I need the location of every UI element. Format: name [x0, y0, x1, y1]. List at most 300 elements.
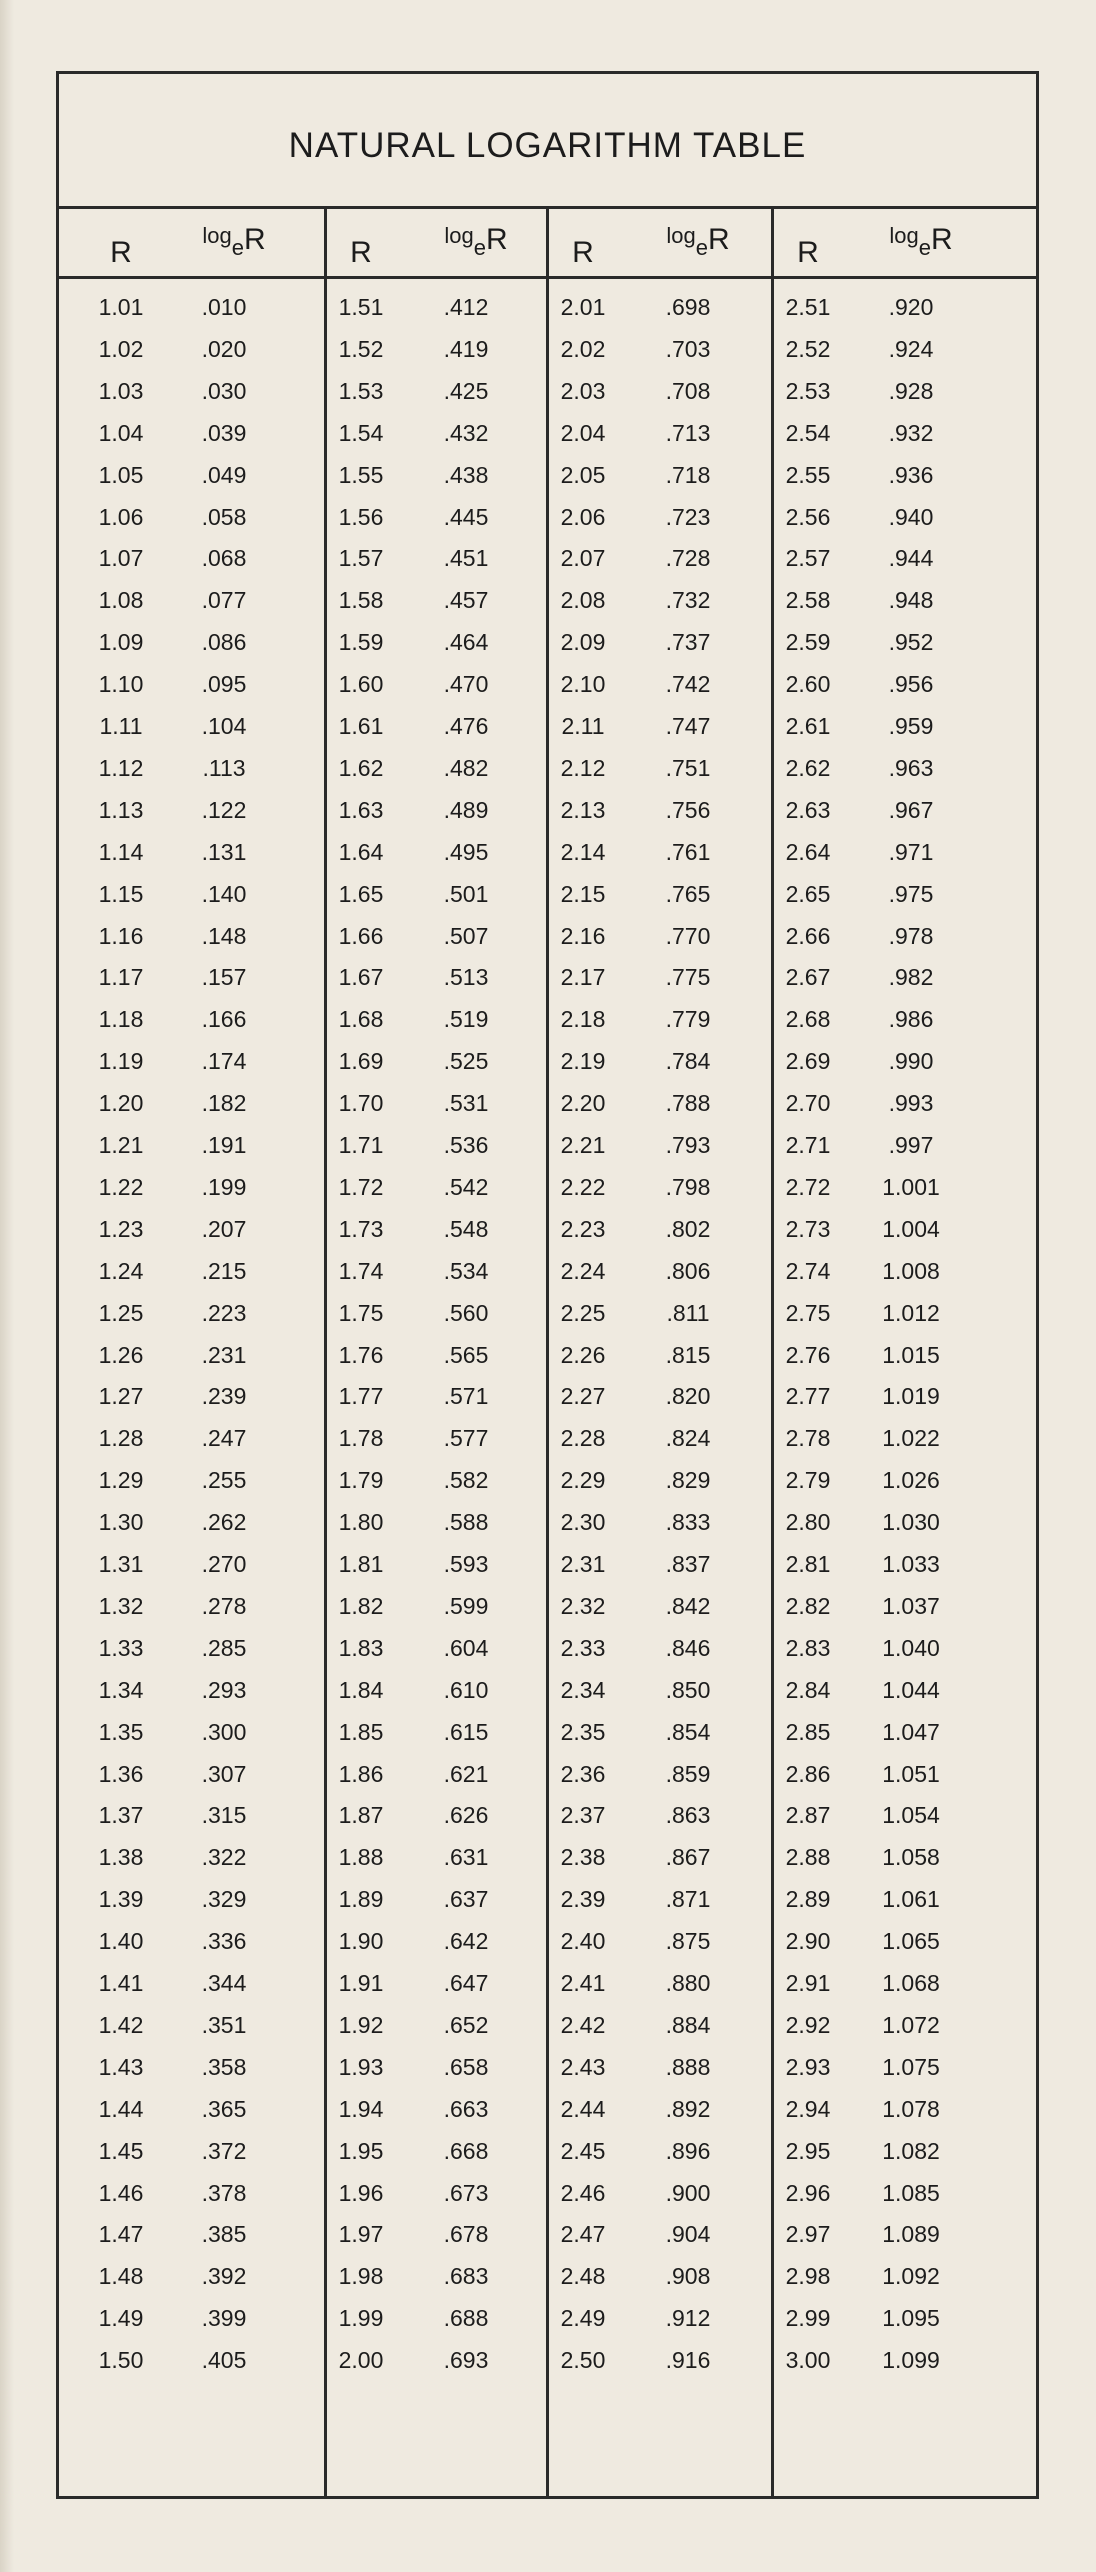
header-log-arg: R: [485, 223, 508, 256]
r-value: 2.58: [785, 587, 831, 614]
r-value: 2.81: [785, 1551, 831, 1577]
log-value: .900: [665, 2179, 711, 2206]
r-value: 2.22: [560, 1173, 606, 1200]
r-value: 1.16: [98, 922, 144, 949]
log-value: .513: [443, 964, 489, 991]
table-title: NATURAL LOGARITHM TABLE: [288, 126, 807, 165]
header-log-base: e: [918, 235, 931, 260]
log-value: .875: [665, 1928, 711, 1955]
log-value: .049: [201, 461, 247, 488]
r-value: 1.39: [98, 1886, 144, 1913]
r-value: 2.61: [785, 713, 831, 739]
log-value: .438: [443, 461, 489, 488]
r-value: 2.98: [785, 2263, 831, 2290]
header-log-prefix: log: [444, 223, 474, 248]
column-divider: [546, 209, 549, 2496]
log-value: .728: [665, 545, 711, 572]
r-value: 2.95: [785, 2137, 831, 2164]
r-value: 2.09: [560, 629, 606, 656]
log-value: .779: [665, 1006, 711, 1033]
log-value: .270: [201, 1551, 247, 1577]
log-value: .174: [201, 1048, 247, 1075]
r-value: 2.30: [560, 1509, 606, 1536]
log-value: .751: [665, 754, 711, 781]
log-value: .542: [443, 1173, 489, 1200]
r-value: 1.96: [338, 2179, 384, 2206]
r-value: 2.56: [785, 503, 831, 530]
r-value: 2.75: [785, 1299, 831, 1326]
header-log-arg: R: [930, 223, 953, 256]
r-value: 2.23: [560, 1215, 606, 1242]
r-value: 2.13: [560, 796, 606, 823]
r-value: 2.46: [560, 2179, 606, 2206]
r-value: 1.60: [338, 671, 384, 698]
r-value: 2.08: [560, 587, 606, 614]
log-value: 1.058: [882, 1844, 940, 1871]
log-value: .519: [443, 1006, 489, 1033]
r-value: 2.76: [785, 1341, 831, 1368]
log-value: .842: [665, 1592, 711, 1619]
r-value: 1.79: [338, 1467, 384, 1494]
log-value: .432: [443, 419, 489, 446]
r-value: 1.51: [338, 294, 384, 320]
log-value: .811: [666, 1299, 710, 1326]
r-value: 1.83: [338, 1634, 384, 1661]
log-value: .104: [201, 713, 247, 739]
log-value: 1.022: [882, 1425, 940, 1452]
r-value: 2.16: [560, 922, 606, 949]
log-value: .223: [201, 1299, 247, 1326]
r-value: 1.30: [98, 1509, 144, 1536]
log-value: .020: [201, 335, 247, 362]
log-value: .571: [443, 1383, 489, 1410]
r-value: 2.70: [785, 1090, 831, 1117]
log-value: .560: [443, 1299, 489, 1326]
r-value: 1.03: [98, 377, 144, 404]
log-value: .140: [201, 880, 247, 907]
r-value: 2.65: [785, 880, 831, 907]
log-value: 1.033: [882, 1551, 940, 1577]
log-value: .329: [201, 1886, 247, 1913]
log-value: .482: [443, 754, 489, 781]
log-value: .457: [443, 587, 489, 614]
r-value: 1.52: [338, 335, 384, 362]
r-value: 1.85: [338, 1718, 384, 1745]
r-value: 1.47: [98, 2221, 144, 2248]
r-value: 2.60: [785, 671, 831, 698]
r-value: 2.57: [785, 545, 831, 572]
r-value: 2.78: [785, 1425, 831, 1452]
r-value: 1.17: [98, 964, 144, 991]
log-value: .747: [665, 713, 711, 739]
r-value: 2.29: [560, 1467, 606, 1494]
r-value: 1.09: [98, 629, 144, 656]
log-value: 1.061: [882, 1886, 940, 1913]
log-value: 1.001: [882, 1173, 940, 1200]
log-value: .182: [201, 1090, 247, 1117]
r-value: 2.74: [785, 1257, 831, 1284]
r-value: 1.81: [338, 1551, 384, 1577]
r-value: 2.31: [560, 1551, 606, 1577]
r-value: 2.99: [785, 2305, 831, 2332]
log-value: .756: [665, 796, 711, 823]
log-value: .859: [665, 1760, 711, 1787]
log-value: .451: [443, 545, 489, 572]
header-log-e-r: [643, 209, 753, 290]
r-value: 1.06: [98, 503, 144, 530]
r-value: 2.33: [560, 1634, 606, 1661]
r-value: 2.40: [560, 1928, 606, 1955]
header-log-prefix: log: [202, 223, 232, 248]
r-value: 1.07: [98, 545, 144, 572]
r-value: 1.95: [338, 2137, 384, 2164]
log-value: .916: [665, 2347, 711, 2374]
header-r: R: [350, 235, 372, 269]
r-value: 2.79: [785, 1467, 831, 1494]
r-value: 2.88: [785, 1844, 831, 1871]
r-value: 2.51: [785, 294, 831, 320]
log-value: .336: [201, 1928, 247, 1955]
log-value: .191: [201, 1132, 247, 1158]
log-value: .708: [665, 377, 711, 404]
log-value: .723: [665, 503, 711, 530]
header-log-e-r: [179, 209, 289, 290]
header-log-e-r: [866, 209, 976, 290]
log-value: .372: [201, 2137, 247, 2164]
r-value: 1.97: [338, 2221, 384, 2248]
r-value: 1.43: [98, 2053, 144, 2080]
r-value: 2.21: [560, 1132, 606, 1158]
log-value: .765: [665, 880, 711, 907]
r-value: 1.76: [338, 1341, 384, 1368]
log-value: .884: [665, 2011, 711, 2038]
r-value: 2.96: [785, 2179, 831, 2206]
r-value: 1.35: [98, 1718, 144, 1745]
log-value: 1.008: [882, 1257, 940, 1284]
log-value: .445: [443, 503, 489, 530]
r-value: 1.10: [98, 671, 144, 698]
r-value: 1.86: [338, 1760, 384, 1787]
log-value: .385: [201, 2221, 247, 2248]
r-value: 1.04: [98, 419, 144, 446]
title-cell: [59, 74, 1036, 209]
r-value: 1.31: [98, 1551, 144, 1577]
r-value: 1.28: [98, 1425, 144, 1452]
log-value: .399: [201, 2305, 247, 2332]
header-log-e-r: [421, 209, 531, 290]
log-value: 1.051: [882, 1760, 940, 1787]
r-value: 2.68: [785, 1006, 831, 1033]
r-value: 1.93: [338, 2053, 384, 2080]
r-value: 2.03: [560, 377, 606, 404]
column-divider: [324, 209, 327, 2496]
r-value: 1.67: [338, 964, 384, 991]
log-value: .068: [201, 545, 247, 572]
r-value: 1.05: [98, 461, 144, 488]
r-value: 2.20: [560, 1090, 606, 1117]
r-value: 2.83: [785, 1634, 831, 1661]
log-value: .548: [443, 1215, 489, 1242]
log-value: .621: [443, 1760, 489, 1787]
r-value: 2.19: [560, 1048, 606, 1075]
r-value: 1.49: [98, 2305, 144, 2332]
r-value: 2.63: [785, 796, 831, 823]
r-value: 2.35: [560, 1718, 606, 1745]
log-value: .344: [201, 1970, 247, 1996]
header-log-base: e: [231, 235, 244, 260]
log-value: .867: [665, 1844, 711, 1871]
log-value: .464: [443, 629, 489, 656]
r-value: 1.84: [338, 1676, 384, 1703]
log-value: .077: [201, 587, 247, 614]
r-value: 1.21: [98, 1132, 144, 1158]
r-value: 2.69: [785, 1048, 831, 1075]
log-value: .688: [443, 2305, 489, 2332]
header-log-base: e: [473, 235, 486, 260]
log-value: .231: [201, 1341, 247, 1368]
r-value: 2.28: [560, 1425, 606, 1452]
log-value: .993: [888, 1090, 934, 1117]
log-value: .615: [443, 1718, 489, 1745]
r-value: 1.44: [98, 2095, 144, 2122]
r-value: 1.57: [338, 545, 384, 572]
log-value: 1.015: [882, 1341, 940, 1368]
log-value: 1.075: [882, 2053, 940, 2080]
r-value: 1.15: [98, 880, 144, 907]
log-value: .904: [665, 2221, 711, 2248]
log-value: .703: [665, 335, 711, 362]
log-value: .166: [201, 1006, 247, 1033]
r-value: 2.67: [785, 964, 831, 991]
log-value: .846: [665, 1634, 711, 1661]
r-value: 2.93: [785, 2053, 831, 2080]
log-value: .086: [201, 629, 247, 656]
r-value: 1.14: [98, 838, 144, 865]
log-value: .631: [443, 1844, 489, 1871]
log-value: .378: [201, 2179, 247, 2206]
log-value: .944: [888, 545, 934, 572]
r-value: 2.97: [785, 2221, 831, 2248]
log-value: .761: [665, 838, 711, 865]
r-value: 2.14: [560, 838, 606, 865]
r-value: 2.07: [560, 545, 606, 572]
log-value: .626: [443, 1802, 489, 1829]
r-value: 2.02: [560, 335, 606, 362]
r-value: 2.52: [785, 335, 831, 362]
log-value: .525: [443, 1048, 489, 1075]
r-value: 2.47: [560, 2221, 606, 2248]
log-value: .637: [443, 1886, 489, 1913]
log-value: .577: [443, 1425, 489, 1452]
r-value: 1.98: [338, 2263, 384, 2290]
r-value: 1.50: [98, 2347, 144, 2374]
r-value: 2.48: [560, 2263, 606, 2290]
r-value: 2.18: [560, 1006, 606, 1033]
header-r: R: [572, 235, 594, 269]
log-value: .157: [201, 964, 247, 991]
log-value: 1.054: [882, 1802, 940, 1829]
r-value: 2.26: [560, 1341, 606, 1368]
log-value: .793: [665, 1132, 711, 1158]
log-value: .952: [888, 629, 934, 656]
r-value: 1.45: [98, 2137, 144, 2164]
log-value: .604: [443, 1634, 489, 1661]
log-value: .536: [443, 1132, 489, 1158]
log-value: .642: [443, 1928, 489, 1955]
r-value: 1.27: [98, 1383, 144, 1410]
r-value: 2.11: [561, 713, 605, 739]
log-value: .095: [201, 671, 247, 698]
log-value: .668: [443, 2137, 489, 2164]
log-value: .713: [665, 419, 711, 446]
r-value: 1.78: [338, 1425, 384, 1452]
log-value: .896: [665, 2137, 711, 2164]
log-value: .300: [201, 1718, 247, 1745]
r-value: 2.80: [785, 1509, 831, 1536]
log-value: .948: [888, 587, 934, 614]
r-value: 1.24: [98, 1257, 144, 1284]
log-value: .315: [201, 1802, 247, 1829]
r-value: 2.06: [560, 503, 606, 530]
r-value: 2.55: [785, 461, 831, 488]
log-value: 1.082: [882, 2137, 940, 2164]
r-value: 2.66: [785, 922, 831, 949]
log-value: .392: [201, 2263, 247, 2290]
log-value: .678: [443, 2221, 489, 2248]
log-value: .770: [665, 922, 711, 949]
log-value: .815: [665, 1341, 711, 1368]
r-value: 2.17: [560, 964, 606, 991]
log-value: .820: [665, 1383, 711, 1410]
r-value: 2.41: [560, 1970, 606, 1996]
log-value: .148: [201, 922, 247, 949]
r-value: 2.44: [560, 2095, 606, 2122]
r-value: 1.68: [338, 1006, 384, 1033]
log-value: .673: [443, 2179, 489, 2206]
r-value: 1.63: [338, 796, 384, 823]
r-value: 1.92: [338, 2011, 384, 2038]
log-value: .365: [201, 2095, 247, 2122]
r-value: 2.62: [785, 754, 831, 781]
log-value: .647: [443, 1970, 489, 1996]
log-value: .775: [665, 964, 711, 991]
r-value: 1.23: [98, 1215, 144, 1242]
log-value: .262: [201, 1509, 247, 1536]
log-value: 1.072: [882, 2011, 940, 2038]
log-value: 1.089: [882, 2221, 940, 2248]
log-value: .990: [888, 1048, 934, 1075]
log-value: .588: [443, 1509, 489, 1536]
r-value: 1.71: [338, 1132, 384, 1158]
log-value: .405: [201, 2347, 247, 2374]
log-value: .425: [443, 377, 489, 404]
r-value: 2.39: [560, 1886, 606, 1913]
r-value: 2.89: [785, 1886, 831, 1913]
r-value: 2.27: [560, 1383, 606, 1410]
r-value: 2.49: [560, 2305, 606, 2332]
r-value: 1.02: [98, 335, 144, 362]
r-value: 1.80: [338, 1509, 384, 1536]
r-value: 2.59: [785, 629, 831, 656]
log-value: .742: [665, 671, 711, 698]
log-value: .850: [665, 1676, 711, 1703]
log-value: .058: [201, 503, 247, 530]
log-value: .470: [443, 671, 489, 698]
r-value: 1.01: [98, 294, 144, 320]
log-value: .936: [888, 461, 934, 488]
r-value: 3.00: [785, 2347, 831, 2374]
r-value: 1.66: [338, 922, 384, 949]
log-value: .997: [888, 1132, 934, 1158]
log-value: .854: [665, 1718, 711, 1745]
r-value: 1.75: [338, 1299, 384, 1326]
r-value: 1.22: [98, 1173, 144, 1200]
log-value: .737: [665, 629, 711, 656]
r-value: 2.91: [785, 1970, 831, 1996]
log-value: .806: [665, 1257, 711, 1284]
log-value: .131: [201, 838, 247, 865]
r-value: 1.37: [98, 1802, 144, 1829]
r-value: 1.82: [338, 1592, 384, 1619]
r-value: 1.89: [338, 1886, 384, 1913]
r-value: 1.48: [98, 2263, 144, 2290]
r-value: 2.15: [560, 880, 606, 907]
log-value: .113: [202, 754, 246, 781]
log-value: .501: [443, 880, 489, 907]
r-value: 2.42: [560, 2011, 606, 2038]
r-value: 2.71: [785, 1132, 831, 1158]
r-value: 1.61: [338, 713, 384, 739]
r-value: 2.87: [785, 1802, 831, 1829]
header-log-prefix: log: [889, 223, 919, 248]
r-value: 1.42: [98, 2011, 144, 2038]
r-value: 1.20: [98, 1090, 144, 1117]
log-value: .928: [888, 377, 934, 404]
log-value: .610: [443, 1676, 489, 1703]
log-value: .247: [201, 1425, 247, 1452]
r-value: 1.99: [338, 2305, 384, 2332]
log-value: .582: [443, 1467, 489, 1494]
r-value: 1.19: [98, 1048, 144, 1075]
log-value: .880: [665, 1970, 711, 1996]
log-value: 1.092: [882, 2263, 940, 2290]
log-value: .531: [443, 1090, 489, 1117]
r-value: 2.00: [338, 2347, 384, 2374]
log-value: .412: [443, 294, 489, 320]
r-value: 2.50: [560, 2347, 606, 2374]
log-value: 1.012: [882, 1299, 940, 1326]
log-value: .920: [888, 294, 934, 320]
log-value: .718: [665, 461, 711, 488]
log-value: 1.030: [882, 1509, 940, 1536]
header-r: R: [110, 235, 132, 269]
log-value: .652: [443, 2011, 489, 2038]
log-value: .863: [665, 1802, 711, 1829]
log-value: 1.037: [882, 1592, 940, 1619]
r-value: 1.87: [338, 1802, 384, 1829]
page-edge: [0, 0, 14, 2572]
r-value: 2.37: [560, 1802, 606, 1829]
log-value: .967: [888, 796, 934, 823]
r-value: 1.13: [98, 796, 144, 823]
r-value: 2.86: [785, 1760, 831, 1787]
log-value: 1.004: [882, 1215, 940, 1242]
r-value: 2.01: [560, 294, 606, 320]
header-log-prefix: log: [666, 223, 696, 248]
r-value: 1.40: [98, 1928, 144, 1955]
r-value: 2.25: [560, 1299, 606, 1326]
log-value: 1.078: [882, 2095, 940, 2122]
